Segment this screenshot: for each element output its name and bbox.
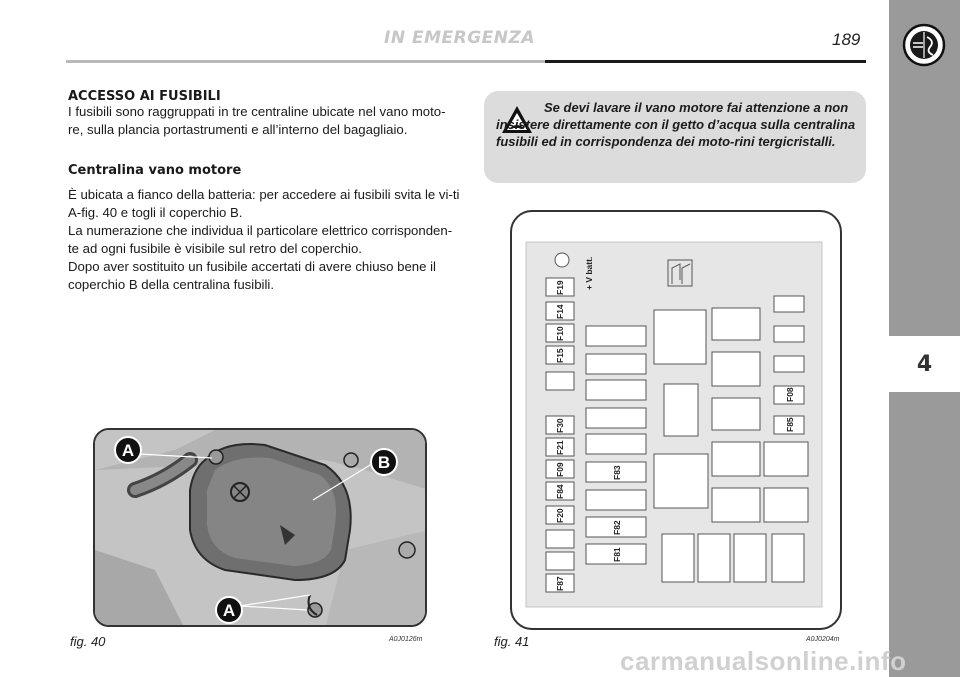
relay: [772, 534, 804, 582]
fig40-photo: [93, 428, 427, 627]
fuse-f19-label: F19: [555, 280, 565, 295]
fuse-slot: [586, 490, 646, 510]
fig41-caption: fig. 41: [494, 634, 530, 649]
warning-text: Se devi lavare il vano motore fai attenzione a non insistere direttamente con il getto d’acqua sulla centralina fusibili ed in corrispondenza dei moto-rini tergicristalli.: [496, 100, 856, 149]
fuse-slot: [774, 296, 804, 312]
fuse-f08-label: F08: [785, 387, 795, 402]
callout-a-bottom: A: [222, 601, 236, 620]
fuse-f09-label: F09: [555, 462, 565, 477]
fig40-caption: fig. 40: [70, 634, 106, 649]
section-title: ACCESSO AI FUSIBILI: [68, 89, 221, 104]
fuse-slot: [586, 354, 646, 374]
relay: [712, 442, 760, 476]
relay: [698, 534, 730, 582]
relay: [664, 384, 698, 436]
fig40-code: A0J0126m: [389, 636, 423, 643]
fuse-f14-label: F14: [555, 304, 565, 319]
relay: [712, 398, 760, 430]
body-paragraph-3: Dopo aver sostituito un fusibile accertati di avere chiuso bene il coperchio B della centralina fusibili.: [68, 259, 436, 292]
relay: [712, 308, 760, 340]
fuse-f84-label: F84: [555, 484, 565, 499]
fuse-f85-label: F85: [785, 417, 795, 432]
callout-a-top: A: [121, 441, 135, 460]
body-paragraph-1: È ubicata a fianco della batteria: per accedere ai fusibili svita le vi-ti A-fig. 40 e togli il coperchio B.: [68, 187, 460, 220]
fig41-code: A0J0204m: [806, 636, 840, 643]
engine-bay-illustration: [95, 430, 427, 627]
fuse-f21-label: F21: [555, 440, 565, 455]
chapter-tab[interactable]: 4: [889, 336, 960, 392]
alfa-romeo-logo-icon: [902, 23, 946, 67]
fuse-slot: [546, 372, 574, 390]
intro-paragraph: I fusibili sono raggruppati in tre centraline ubicate nel vano moto-re, sulla plancia portastrumenti e all’interno del bagagliaio.: [68, 104, 446, 137]
fuse-slot: [546, 530, 574, 548]
relay: [712, 352, 760, 386]
watermark: carmanualsonline.info: [620, 646, 907, 676]
fuse-f82-label: F82: [612, 520, 622, 535]
callout-b: B: [377, 453, 391, 472]
fuse-slot: [586, 326, 646, 346]
header-rule-accent: [545, 60, 866, 63]
fig41-fusebox: [510, 210, 842, 630]
vbatt-label: + V batt.: [584, 256, 594, 290]
relay: [654, 454, 708, 508]
fuse-f10-label: F10: [555, 326, 565, 341]
fuse-slot: [774, 326, 804, 342]
fuse-f20-label: F20: [555, 508, 565, 523]
body-paragraph-2: La numerazione che individua il particolare elettrico corrisponden-te ad ogni fusibile è visibile sul retro del coperchio.: [68, 223, 453, 256]
fuse-f15-label: F15: [555, 348, 565, 363]
relay: [734, 534, 766, 582]
fuse-f81-label: F81: [612, 547, 622, 562]
fuse-slot: [586, 408, 646, 428]
fuse-slot: [546, 552, 574, 570]
relay: [764, 488, 808, 522]
relay: [764, 442, 808, 476]
fuse-f83-label: F83: [612, 465, 622, 480]
subsection-title: Centralina vano motore: [68, 163, 242, 178]
fusebox-diagram: [512, 212, 844, 632]
fuse-f87-label: F87: [555, 576, 565, 591]
section-header-title: IN EMERGENZA: [384, 28, 535, 48]
fuse-slot: [774, 356, 804, 372]
relay: [654, 310, 706, 364]
page-number: 189: [832, 30, 861, 49]
fuse-slot: [586, 380, 646, 400]
fuse-slot: [586, 434, 646, 454]
relay: [662, 534, 694, 582]
relay: [712, 488, 760, 522]
fuse-f30-label: F30: [555, 418, 565, 433]
